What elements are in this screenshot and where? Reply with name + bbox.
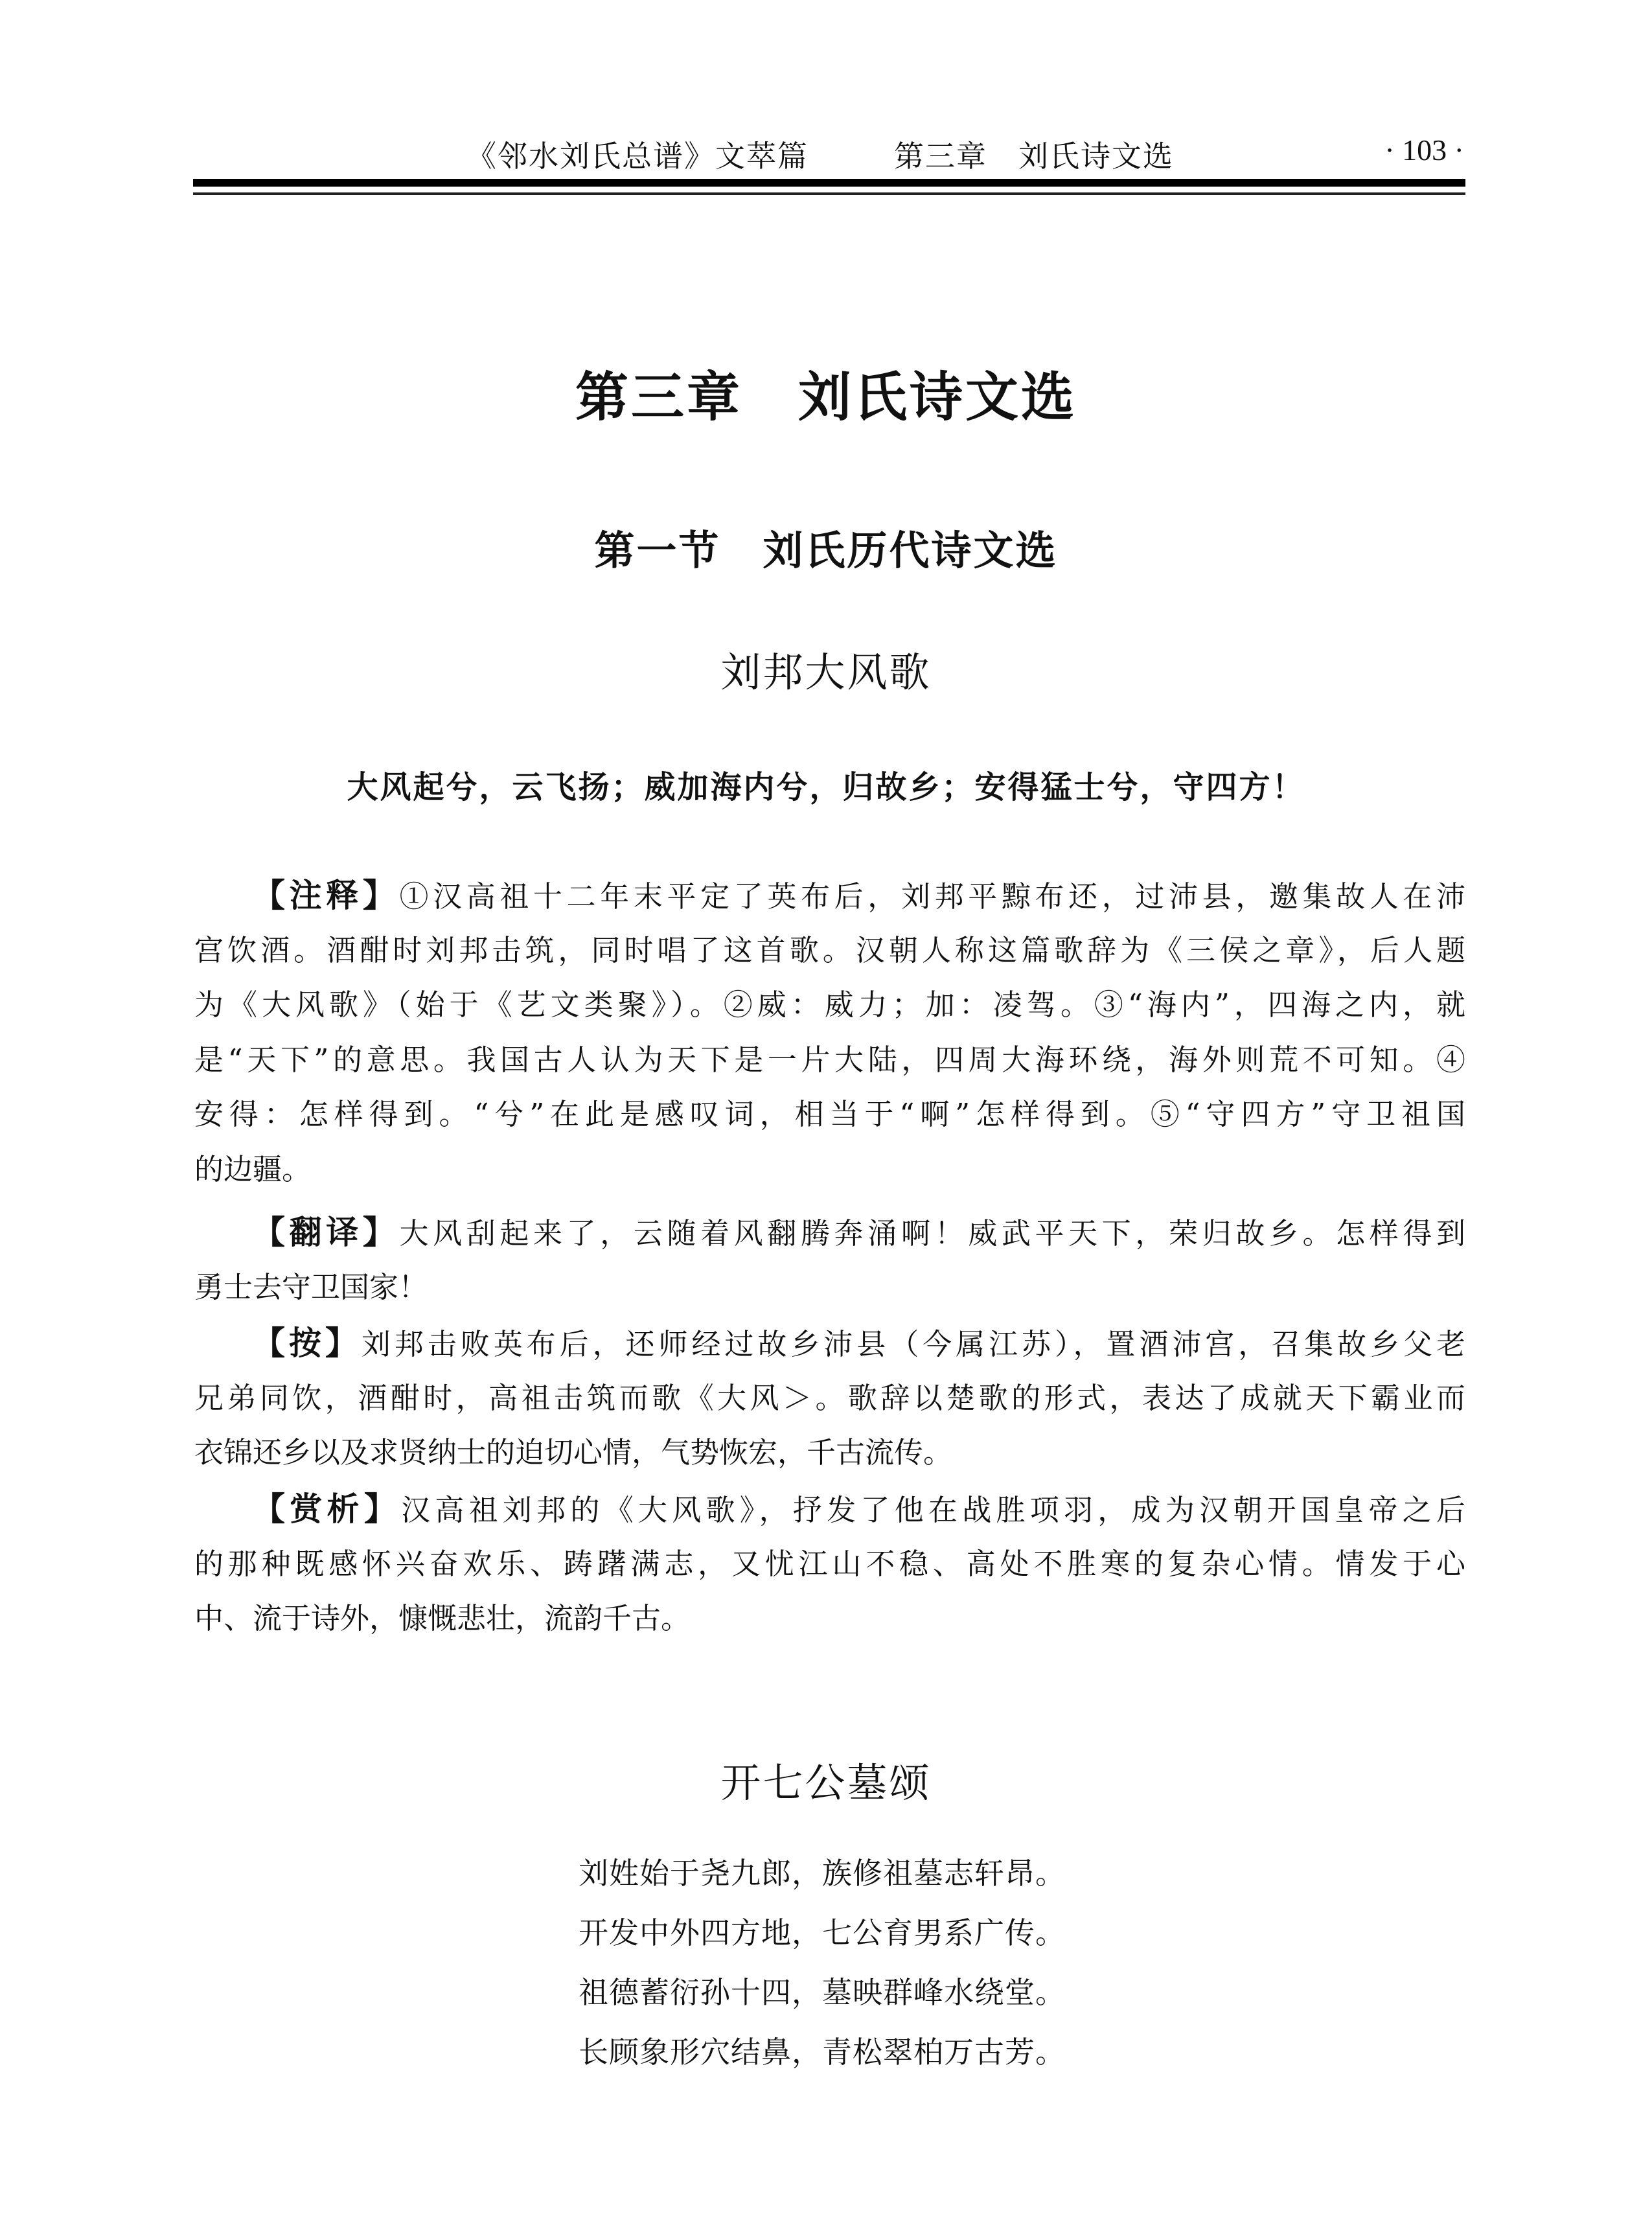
text-line: 的那种既感怀兴奋欢乐、踌躇满志，又忧江山不稳、高处不胜寒的复杂心情。情发于心 [194,1546,1465,1581]
text-line: 中、流于诗外，慷慨悲壮，流韵千古。 [194,1601,691,1635]
text-line: 勇士去守卫国家！ [194,1269,428,1304]
verse-line: 祖德蓄衍孙十四，墓映群峰水绕堂。 [579,1975,1066,2010]
translation-paragraph [194,1205,1465,1315]
text-line: 的边疆。 [194,1151,312,1186]
chapter-title: 第三章 刘氏诗文选 [575,366,1077,428]
text-line: 兄弟同饮，酒酣时，高祖击筑而歌《大风＞。歌辞以楚歌的形式，表达了成就天下霸业而 [194,1380,1465,1415]
verse-line: 开发中外四方地，七公育男系广传。 [579,1915,1066,1950]
poem-title: 刘邦大风歌 [720,649,932,696]
note-paragraph [194,1316,1465,1481]
appreciation-paragraph [194,1482,1465,1646]
text-line: ①汉高祖十二年末平定了英布后，刘邦平黥布还，过沛县，邀集故人在沛 [399,879,1465,914]
poem-verses [579,1843,1066,2082]
header-book-title: 《邻水刘氏总谱》文萃篇 [466,139,809,174]
header-chapter: 第三章 刘氏诗文选 [894,139,1174,174]
page-number: · 103 · [1384,133,1464,167]
paragraph-tag: 【翻译】 [253,1214,400,1251]
verse-line: 刘姓始于尧九郎，族修祖墓志轩昂。 [579,1856,1066,1891]
text-line: 宫饮酒。酒酣时刘邦击筑，同时唱了这首歌。汉朝人称这篇歌辞为《三侯之章》，后人题 [194,932,1465,967]
running-header [194,133,1464,178]
text-line: 衣锦还乡以及求贤纳士的迫切心情，气势恢宏，千古流传。 [194,1435,953,1470]
header-rule-thick [193,179,1465,187]
paragraph-tag: 【注释】 [253,877,400,914]
header-rule-thin [193,192,1465,195]
paragraph-tag: 【按】 [253,1324,361,1362]
poem-text: 大风起兮，云飞扬；威加海内兮，归故乡；安得猛士兮，守四方！ [347,769,1305,805]
verse-line: 长顾象形穴结鼻，青松翠柏万古芳。 [579,2035,1066,2070]
poem-title: 开七公墓颂 [720,1759,932,1806]
text-line: 为《大风歌》（始于《艺文类聚》）。②威：威力；加：凌驾。③“海内”，四海之内，就 [194,987,1465,1022]
paragraph-tag: 【赏析】 [253,1490,402,1528]
text-line: 刘邦击败英布后，还师经过故乡沛县（今属江苏），置酒沛宫，召集故乡父老 [361,1327,1465,1361]
text-line: 汉高祖刘邦的《大风歌》，抒发了他在战胜项羽，成为汉朝开国皇帝之后 [401,1493,1465,1527]
text-line: 安得：怎样得到。“兮”在此是感叹词，相当于“啊”怎样得到。⑤“守四方”守卫祖国 [194,1097,1465,1131]
annotation-paragraph [194,868,1465,1197]
text-line: 大风刮起来了，云随着风翻腾奔涌啊！威武平天下，荣归故乡。怎样得到 [399,1216,1465,1251]
text-line: 是“天下”的意思。我国古人认为天下是一片大陆，四周大海环绕，海外则荒不可知。④ [194,1042,1465,1077]
section-title: 第一节 刘氏历代诗文选 [594,527,1058,574]
